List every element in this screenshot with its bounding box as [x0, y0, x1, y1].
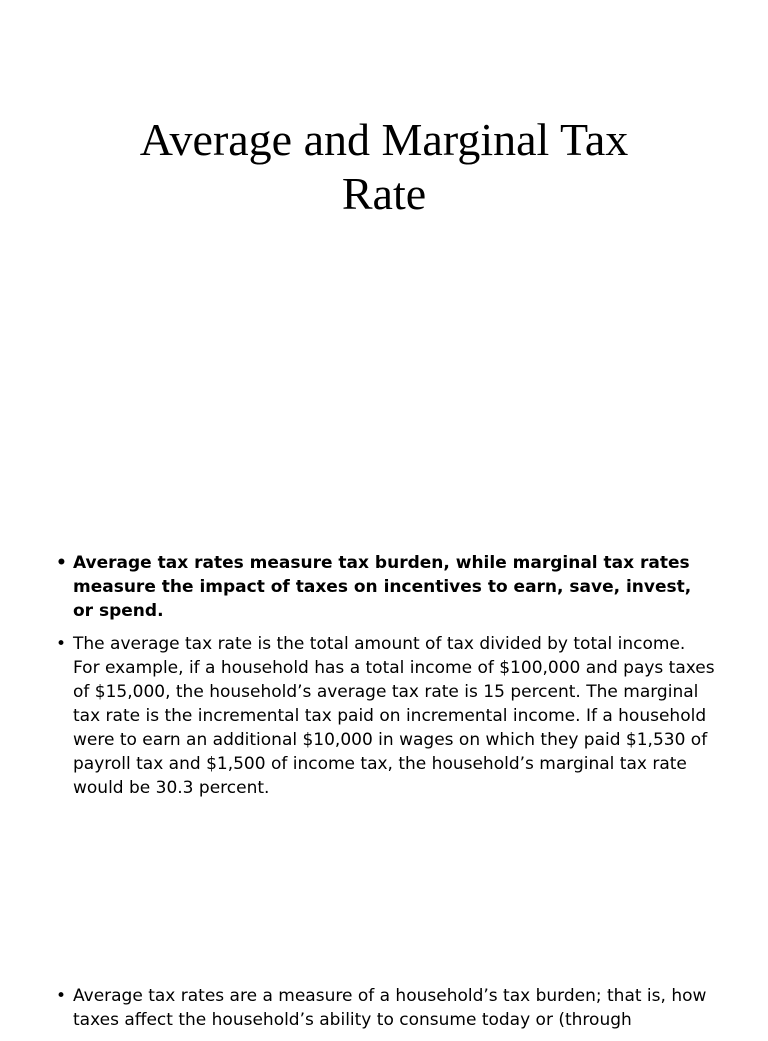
bullet-dot-icon: •: [56, 634, 67, 654]
bullet-item: [56, 632, 716, 800]
bullet-list: [56, 551, 716, 809]
slide-title-line-2: Rate: [341, 168, 427, 219]
bullet-item: [56, 984, 716, 1032]
bullet-list-lower: [56, 984, 716, 1041]
bullet-text: The average tax rate is the total amount of tax divided by total income. For example, if a household has a total income of $100,000 and pays taxes of $15,000, the household’s average tax rate is 15 percent. The marginal tax rate is the incremental tax paid on incremental income. If a household were to earn an additional $10,000 in wages on which they paid $1,530 of payroll tax and $1,500 of income tax, the household’s marginal tax rate would be 30.3 percent.: [73, 634, 715, 798]
slide-title: [60, 113, 708, 221]
slide-title-line-1: Average and Marginal Tax: [139, 114, 629, 165]
bullet-text: Average tax rates are a measure of a household’s tax burden; that is, how taxes affect the household’s ability to consume today or (through: [73, 986, 707, 1030]
bullet-dot-icon: •: [56, 986, 67, 1006]
bullet-item: [56, 551, 716, 623]
bullet-dot-icon: •: [56, 553, 67, 573]
bullet-text: Average tax rates measure tax burden, while marginal tax rates measure the impact of taxes on incentives to earn, save, invest, or spend.: [73, 553, 692, 621]
